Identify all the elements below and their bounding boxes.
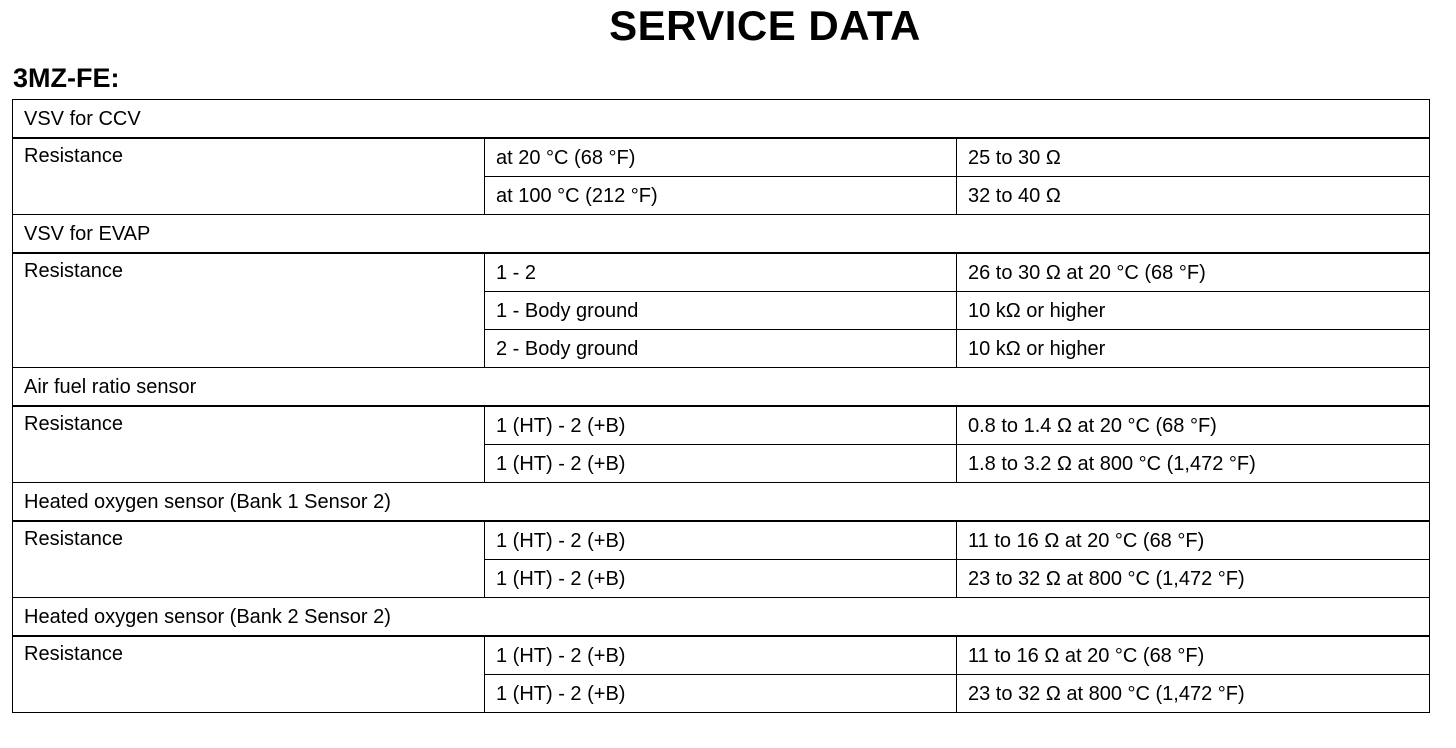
condition-cell: 1 - 2: [485, 253, 957, 292]
parameter-label: Resistance: [13, 138, 485, 215]
condition-cell: at 100 °C (212 °F): [485, 177, 957, 215]
group-name: VSV for EVAP: [13, 215, 1430, 254]
group-name: Heated oxygen sensor (Bank 1 Sensor 2): [13, 483, 1430, 522]
parameter-label: Resistance: [13, 253, 485, 368]
condition-cell: 1 (HT) - 2 (+B): [485, 636, 957, 675]
spec-cell: 10 kΩ or higher: [957, 292, 1430, 330]
spec-cell: 0.8 to 1.4 Ω at 20 °C (68 °F): [957, 406, 1430, 445]
condition-cell: 1 (HT) - 2 (+B): [485, 445, 957, 483]
table-row: [13, 406, 1430, 445]
spec-cell: 23 to 32 Ω at 800 °C (1,472 °F): [957, 675, 1430, 713]
group-name: VSV for CCV: [13, 100, 1430, 139]
table-row: [13, 636, 1430, 675]
group-name: Heated oxygen sensor (Bank 2 Sensor 2): [13, 598, 1430, 637]
parameter-label: Resistance: [13, 521, 485, 598]
table-row: [13, 253, 1430, 292]
condition-cell: 1 (HT) - 2 (+B): [485, 675, 957, 713]
condition-cell: at 20 °C (68 °F): [485, 138, 957, 177]
spec-cell: 10 kΩ or higher: [957, 330, 1430, 368]
page-title: SERVICE DATA: [609, 2, 921, 49]
condition-cell: 1 - Body ground: [485, 292, 957, 330]
group-header-row: [13, 368, 1430, 407]
condition-cell: 2 - Body ground: [485, 330, 957, 368]
table-row: [13, 521, 1430, 560]
parameter-label: Resistance: [13, 636, 485, 713]
condition-cell: 1 (HT) - 2 (+B): [485, 560, 957, 598]
spec-cell: 11 to 16 Ω at 20 °C (68 °F): [957, 636, 1430, 675]
group-header-row: [13, 215, 1430, 254]
table-row: [13, 138, 1430, 177]
parameter-label: Resistance: [13, 406, 485, 483]
spec-cell: 23 to 32 Ω at 800 °C (1,472 °F): [957, 560, 1430, 598]
spec-cell: 26 to 30 Ω at 20 °C (68 °F): [957, 253, 1430, 292]
group-header-row: [13, 598, 1430, 637]
group-header-row: [13, 100, 1430, 139]
condition-cell: 1 (HT) - 2 (+B): [485, 406, 957, 445]
spec-cell: 1.8 to 3.2 Ω at 800 °C (1,472 °F): [957, 445, 1430, 483]
spec-cell: 25 to 30 Ω: [957, 138, 1430, 177]
spec-cell: 32 to 40 Ω: [957, 177, 1430, 215]
group-name: Air fuel ratio sensor: [13, 368, 1430, 407]
group-header-row: [13, 483, 1430, 522]
spec-cell: 11 to 16 Ω at 20 °C (68 °F): [957, 521, 1430, 560]
service-data-table: [12, 99, 1430, 713]
section-title: 3MZ-FE:: [13, 63, 120, 93]
condition-cell: 1 (HT) - 2 (+B): [485, 521, 957, 560]
